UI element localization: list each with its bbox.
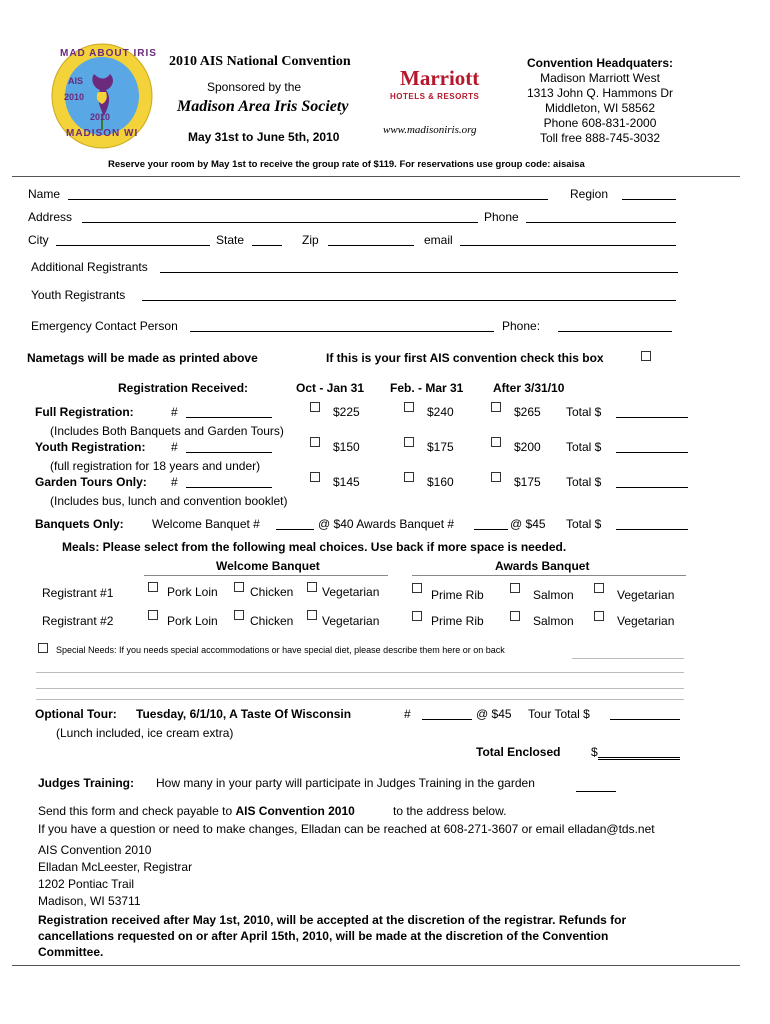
- send-pre: Send this form and check payable to: [38, 804, 236, 818]
- garden-note: (Includes bus, lunch and convention booklet): [50, 494, 288, 508]
- name-input[interactable]: [68, 186, 548, 200]
- contact-line: If you have a question or need to make changes, Elladan can be reached at 608-271-3607 or email elladan@tds.net: [38, 822, 655, 836]
- convention-dates: May 31st to June 5th, 2010: [188, 130, 340, 144]
- welcome-banquet-header: Welcome Banquet: [216, 559, 320, 573]
- hq-line: Madison Marriott West: [540, 71, 660, 85]
- divider: [12, 176, 740, 177]
- youth-registration-label: Youth Registration:: [35, 440, 146, 454]
- registrant-1-label: Registrant #1: [42, 586, 114, 600]
- name-label: Name: [28, 187, 61, 201]
- zip-input[interactable]: [328, 232, 414, 246]
- special-needs-line[interactable]: [36, 699, 684, 700]
- meal-option: Pork Loin: [167, 585, 218, 599]
- mailing-address: [38, 842, 192, 910]
- garden-price-1: $145: [333, 475, 360, 489]
- hq-block: [500, 56, 700, 146]
- region-label: Region: [570, 187, 609, 201]
- hq-title: Convention Headquaters:: [526, 56, 673, 70]
- youth-period1-checkbox[interactable]: [310, 437, 320, 447]
- banquet-total-input[interactable]: [616, 516, 688, 530]
- address-label: Address: [28, 210, 73, 224]
- address-line: Elladan McLeester, Registrar: [38, 860, 193, 874]
- youth-price-2: $175: [427, 440, 454, 454]
- tour-price: @ $45: [476, 707, 512, 721]
- policy-line: Registration received after May 1st, 2010, will be accepted at the discretion of the registrar. Refunds for: [38, 913, 627, 927]
- tour-total-label: Tour Total $: [528, 707, 590, 721]
- address-line: Madison, WI 53711: [38, 894, 141, 908]
- city-input[interactable]: [56, 232, 210, 246]
- youth-hash: #: [171, 440, 178, 454]
- phone-label: Phone: [484, 210, 519, 224]
- special-needs-line[interactable]: [36, 688, 684, 689]
- special-needs-line[interactable]: [572, 658, 684, 659]
- optional-tour-label: Optional Tour:: [35, 707, 117, 721]
- additional-label: Additional Registrants: [31, 260, 148, 274]
- r1-pork-checkbox[interactable]: [148, 582, 158, 592]
- youth-input[interactable]: [142, 287, 676, 301]
- meals-instruction: Meals: Please select from the following meal choices. Use back if more space is needed.: [62, 540, 567, 554]
- youth-price-3: $200: [514, 440, 541, 454]
- marriott-sub: HOTELS & RESORTS: [390, 92, 480, 101]
- policy-line: Committee.: [38, 945, 104, 959]
- r2-pork-checkbox[interactable]: [148, 610, 158, 620]
- emergency-phone-label: Phone:: [502, 319, 541, 333]
- additional-input[interactable]: [160, 259, 678, 273]
- logo-text-bottom: MADISON WI: [66, 128, 139, 139]
- welcome-banquet-qty[interactable]: [276, 516, 314, 530]
- garden-period3-checkbox[interactable]: [491, 472, 501, 482]
- r2-vegetarian-awards-checkbox[interactable]: [594, 611, 604, 621]
- total-enclosed-label: Total Enclosed: [476, 745, 561, 759]
- r2-prime-rib-checkbox[interactable]: [412, 611, 422, 621]
- email-input[interactable]: [460, 232, 676, 246]
- r2-vegetarian-welcome-checkbox[interactable]: [307, 610, 317, 620]
- state-label: State: [216, 233, 245, 247]
- full-registration-label: Full Registration:: [35, 405, 134, 419]
- garden-period1-checkbox[interactable]: [310, 472, 320, 482]
- convention-logo: [50, 42, 157, 150]
- divider: [12, 965, 740, 966]
- emergency-phone-input[interactable]: [558, 318, 672, 332]
- send-payee: AIS Convention 2010: [235, 804, 355, 818]
- full-period3-checkbox[interactable]: [491, 402, 501, 412]
- marriott-logo: [390, 68, 490, 108]
- period-header: After 3/31/10: [493, 381, 565, 395]
- nametags-note: Nametags will be made as printed above: [27, 351, 258, 365]
- youth-period3-checkbox[interactable]: [491, 437, 501, 447]
- special-needs-text: Special Needs: If you needs special accommodations or have special diet, please describe them here or on back: [56, 645, 505, 655]
- special-needs-line[interactable]: [36, 672, 684, 673]
- address-line: 1202 Pontiac Trail: [38, 877, 135, 891]
- judges-training-label: Judges Training:: [38, 776, 135, 790]
- full-price-2: $240: [427, 405, 454, 419]
- garden-price-2: $160: [427, 475, 454, 489]
- meal-option: Salmon: [533, 588, 574, 602]
- phone-input[interactable]: [526, 209, 676, 223]
- r1-chicken-checkbox[interactable]: [234, 582, 244, 592]
- r1-prime-rib-checkbox[interactable]: [412, 583, 422, 593]
- tour-total-input[interactable]: [610, 706, 680, 720]
- logo-text-year-top: 2010: [64, 92, 85, 102]
- region-input[interactable]: [622, 186, 676, 200]
- meal-option: Vegetarian: [617, 614, 675, 628]
- address-input[interactable]: [82, 209, 478, 223]
- meal-option: Chicken: [250, 585, 294, 599]
- emergency-input[interactable]: [190, 318, 494, 332]
- full-note: (Includes Both Banquets and Garden Tours): [50, 424, 284, 438]
- reserve-note: Reserve your room by May 1st to receive the group rate of $119. For reservations use group code: aisaisa: [108, 159, 585, 170]
- convention-title: 2010 AIS National Convention: [169, 54, 351, 69]
- tour-qty-input[interactable]: [422, 706, 472, 720]
- full-price-3: $265: [514, 405, 541, 419]
- meal-option: Vegetarian: [322, 614, 380, 628]
- tour-hash: #: [404, 707, 411, 721]
- zip-label: Zip: [302, 233, 319, 247]
- welcome-banquet-price: @ $40 Awards Banquet #: [318, 517, 455, 531]
- meal-option: Vegetarian: [617, 588, 675, 602]
- judges-training-question: How many in your party will participate in Judges Training in the garden: [156, 776, 535, 790]
- meal-option: Vegetarian: [322, 585, 380, 599]
- first-convention-note: If this is your first AIS convention check this box: [326, 351, 604, 365]
- state-input[interactable]: [252, 232, 282, 246]
- youth-price-1: $150: [333, 440, 360, 454]
- hq-line: Phone 608-831-2000: [543, 116, 657, 130]
- youth-total-label: Total $: [566, 440, 602, 454]
- tour-note: (Lunch included, ice cream extra): [56, 726, 234, 740]
- full-hash: #: [171, 405, 178, 419]
- youth-period2-checkbox[interactable]: [404, 437, 414, 447]
- logo-text-top: MAD ABOUT IRIS: [60, 48, 157, 59]
- total-enclosed-dollar: $: [591, 745, 598, 759]
- hq-line: Toll free 888-745-3032: [539, 131, 661, 145]
- r2-salmon-checkbox[interactable]: [510, 611, 520, 621]
- logo-text-year: 2010: [90, 112, 111, 122]
- garden-hash: #: [171, 475, 178, 489]
- period-header: Feb. - Mar 31: [390, 381, 464, 395]
- society-name: Madison Area Iris Society: [177, 98, 349, 115]
- garden-price-3: $175: [514, 475, 541, 489]
- hq-line: 1313 John Q. Hammons Dr: [526, 86, 674, 100]
- r1-vegetarian-welcome-checkbox[interactable]: [307, 582, 317, 592]
- garden-tours-label: Garden Tours Only:: [35, 475, 147, 489]
- optional-tour-title: Tuesday, 6/1/10, A Taste Of Wisconsin: [136, 707, 352, 721]
- banquets-only-label: Banquets Only:: [35, 517, 124, 531]
- period-header: Oct - Jan 31: [296, 381, 365, 395]
- r2-chicken-checkbox[interactable]: [234, 610, 244, 620]
- awards-header-rule: [412, 575, 686, 576]
- send-instructions: [38, 804, 355, 818]
- full-period2-checkbox[interactable]: [404, 402, 414, 412]
- meal-option: Salmon: [533, 614, 574, 628]
- policy-line: cancellations requested on or after April 15th, 2010, will be made at the discretion of the Convention: [38, 929, 609, 943]
- full-total-input[interactable]: [616, 404, 688, 418]
- website-link[interactable]: www.madisoniris.org: [383, 124, 477, 136]
- r1-salmon-checkbox[interactable]: [510, 583, 520, 593]
- garden-total-label: Total $: [566, 475, 602, 489]
- registrant-2-label: Registrant #2: [42, 614, 114, 628]
- awards-banquet-price: @ $45: [510, 517, 546, 531]
- meal-option: Prime Rib: [431, 614, 484, 628]
- full-period1-checkbox[interactable]: [310, 402, 320, 412]
- meal-option: Pork Loin: [167, 614, 218, 628]
- awards-banquet-qty[interactable]: [474, 516, 508, 530]
- marriott-name: Marriott: [400, 66, 480, 90]
- welcome-header-rule: [144, 575, 388, 576]
- first-convention-checkbox[interactable]: [641, 351, 651, 361]
- r1-vegetarian-awards-checkbox[interactable]: [594, 583, 604, 593]
- city-label: City: [28, 233, 49, 247]
- registration-received: Registration Received:: [118, 381, 249, 395]
- garden-total-input[interactable]: [616, 474, 688, 488]
- garden-period2-checkbox[interactable]: [404, 472, 414, 482]
- address-line: AIS Convention 2010: [38, 843, 152, 857]
- banquet-total-label: Total $: [566, 517, 602, 531]
- policy-text: [38, 912, 626, 960]
- youth-label: Youth Registrants: [31, 288, 126, 302]
- email-label: email: [424, 233, 453, 247]
- awards-banquet-header: Awards Banquet: [495, 559, 590, 573]
- full-total-label: Total $: [566, 405, 602, 419]
- youth-note: (full registration for 18 years and under): [50, 459, 261, 473]
- welcome-banquet-label: Welcome Banquet #: [152, 517, 260, 531]
- garden-qty-input[interactable]: [186, 474, 272, 488]
- meal-option: Chicken: [250, 614, 294, 628]
- full-price-1: $225: [333, 405, 360, 419]
- youth-total-input[interactable]: [616, 439, 688, 453]
- hq-line: Middleton, WI 58562: [544, 101, 656, 115]
- meal-option: Prime Rib: [431, 588, 484, 602]
- logo-text-ais: AIS: [68, 76, 84, 86]
- sponsored-by: Sponsored by the: [207, 80, 302, 94]
- full-qty-input[interactable]: [186, 404, 272, 418]
- judges-training-input[interactable]: [576, 778, 616, 792]
- total-enclosed-input[interactable]: [598, 744, 680, 760]
- send-post: to the address below.: [393, 804, 507, 818]
- special-needs-checkbox[interactable]: [38, 643, 48, 653]
- emergency-label: Emergency Contact Person: [31, 319, 178, 333]
- youth-qty-input[interactable]: [186, 439, 272, 453]
